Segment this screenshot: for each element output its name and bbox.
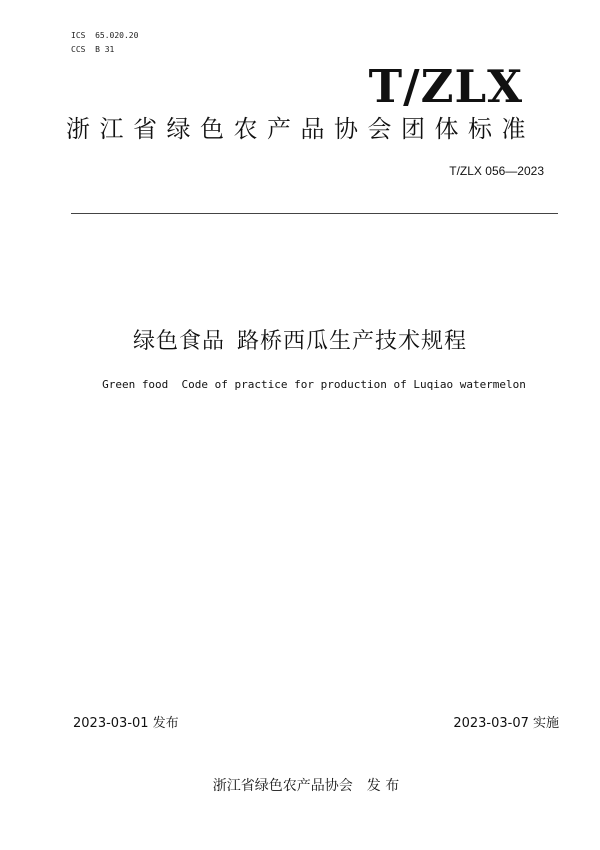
header-divider xyxy=(71,213,558,214)
release-date: 2023-03-01 发布 xyxy=(73,716,179,731)
chinese-title-part1: 绿色食品 xyxy=(132,329,225,354)
standard-logo: T/ZLX xyxy=(368,60,523,113)
ccs-code: CCS B 31 xyxy=(71,45,115,54)
effective-date: 2023-03-07 实施 xyxy=(453,716,559,731)
issuer-suffix: 发 布 xyxy=(366,778,400,794)
chinese-title xyxy=(0,326,600,358)
issuer-line xyxy=(0,777,600,795)
ics-code: ICS 65.020.20 xyxy=(71,31,139,40)
classification-codes xyxy=(71,29,138,57)
standard-number: T/ZLX 056—2023 xyxy=(449,164,544,178)
organization-title: 浙江省绿色农产品协会团体标准 xyxy=(66,115,535,143)
english-title: Green food Code of practice for production of Luqiao watermelon xyxy=(102,378,526,391)
issuer-name: 浙江省绿色农产品协会 xyxy=(212,778,353,794)
chinese-title-part2: 路桥西瓜生产技术规程 xyxy=(237,329,468,354)
